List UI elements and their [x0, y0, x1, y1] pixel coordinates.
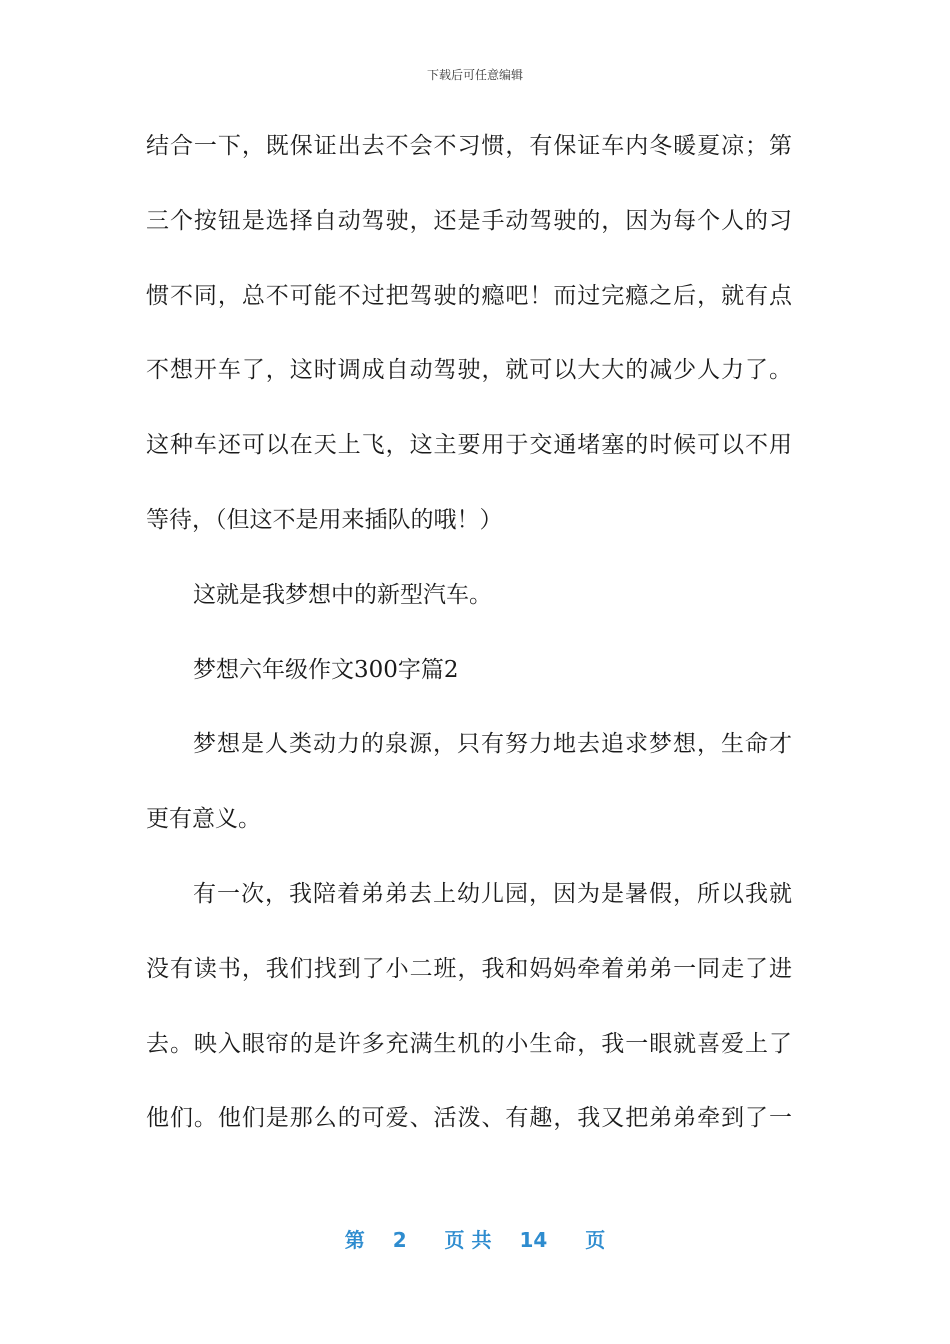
total-page-count: 14	[519, 1228, 548, 1252]
document-body	[146, 124, 792, 1171]
section-heading: 梦想六年级作文300字篇2	[193, 656, 459, 683]
body-line: 等待，（但这不是用来插队的哦！）	[146, 506, 503, 533]
body-line: 梦想是人类动力的泉源，只有努力地去追求梦想，生命才	[193, 731, 792, 758]
body-line: 他们。他们是那么的可爱、活泼、有趣，我又把弟弟牵到了一	[146, 1105, 792, 1132]
total-label: 页 共	[444, 1228, 492, 1252]
body-line: 惯不同，总不可能不过把驾驶的瘾吧！而过完瘾之后，就有点	[146, 282, 792, 309]
body-line: 去。映入眼帘的是许多充满生机的小生命，我一眼就喜爱上了	[146, 1030, 792, 1057]
body-line: 这就是我梦想中的新型汽车。	[193, 581, 492, 608]
body-line: 这种车还可以在天上飞，这主要用于交通堵塞的时候可以不用	[146, 432, 792, 459]
page-footer	[0, 1224, 950, 1253]
body-line: 三个按钮是选择自动驾驶，还是手动驾驶的，因为每个人的习	[146, 207, 792, 234]
current-page-number: 2	[392, 1228, 407, 1252]
body-line: 有一次，我陪着弟弟去上幼儿园，因为是暑假，所以我就	[193, 880, 792, 907]
body-line: 更有意义。	[146, 806, 261, 833]
page-label: 第	[344, 1228, 365, 1252]
page-suffix-label: 页	[585, 1228, 606, 1252]
page-header-note: 下载后可任意编辑	[426, 68, 523, 82]
body-line: 没有读书，我们找到了小二班，我和妈妈牵着弟弟一同走了进	[146, 955, 792, 982]
body-line: 不想开车了，这时调成自动驾驶，就可以大大的减少人力了。	[146, 357, 792, 384]
body-line: 结合一下，既保证出去不会不习惯，有保证车内冬暖夏凉；第	[146, 133, 792, 159]
